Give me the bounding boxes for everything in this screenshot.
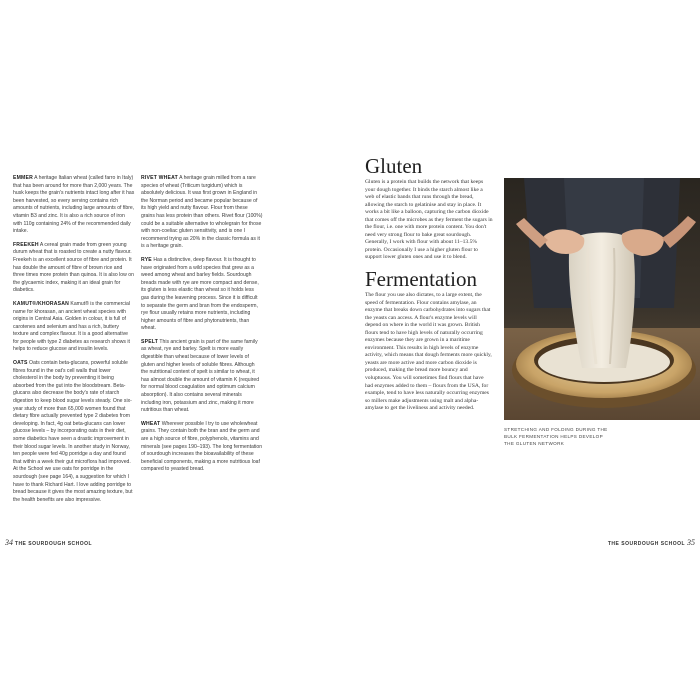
grain-entry-oats [13, 360, 135, 504]
grain-term: SPELT [141, 338, 159, 345]
page-footer-right [608, 538, 695, 547]
grain-description: A heritage Italian wheat (called farro in Italy) that has been around for more than 2,000 years. The husk keeps the grain's nutrients intact long after it has been harvested, so every serving contains rich amounts of nutrients, including large amounts of fibre, vitamin B3 and zinc. It is also a rich source of iron with 110g containing 24% of the recommended daily intake. [13, 175, 135, 235]
page-number: 34 [5, 538, 13, 547]
photo-caption: STRETCHING AND FOLDING DURING THE BULK FERMENTATION HELPS DEVELOP THE GLUTEN NETWORK [504, 427, 608, 446]
grain-term: OATS [13, 360, 28, 367]
grain-term: EMMER [13, 175, 33, 181]
section-heading-fermentation: Fermentation [365, 267, 477, 292]
grain-description: A heritage grain milled from a rare species of wheat (Triticum turgidum) which is absolutely delicious. It was first grown in England in the Norman period and became popular because of its high yield and nutty flavour. Flour from these grains has less protein than others. Rivet flour (100%) could be a suitable alternative to wholegrain for those with non-coeliac gluten sensitivity, and is one I recommend trying as 20% in the classic formula as it is a heritage grain. [141, 175, 263, 250]
grain-description: Has a distinctive, deep flavour. It is thought to have originated from a wild species that grew as a weed among wheat and barley fields. Sourdough breads made with rye are more compact and dense, its gluten is less elastic than wheat so it holds less gas during the leavening process. Since it is difficult to separate the germ and bran from the endosperm, rye flour usually retains more nutrients, including higher amounts of fibre and phytonutrients, than wheat. [141, 256, 259, 332]
grain-column-right [141, 175, 263, 480]
dough-stretching-photo [504, 178, 700, 420]
section-body-gluten: Gluten is a protein that builds the network that keeps your dough together. It binds the starch almost like a web of elastic bands that runs through the bread, allowing the starch to gelatinise and stay in place. It works a bit like a balloon, capturing the carbon dioxide that comes off the microbes as they ferment the sugars in the flour, i.e. one with more protein content. You don't need very strong flour to bake great sourdough. Generally, I work with flour with about 11–13.5% protein. Occasionally I use a higher gluten flour to support lower gluten ones and use it to blend. [365, 179, 493, 261]
article-column [365, 155, 493, 419]
running-footer-title: THE SOURDOUGH SCHOOL [14, 541, 93, 547]
grain-entry-rye [141, 257, 263, 333]
section-heading-gluten: Gluten [365, 154, 423, 178]
running-footer-title: THE SOURDOUGH SCHOOL [607, 541, 686, 547]
grain-entry-wheat [141, 421, 263, 474]
grain-term: KAMUT®/KHORASAN [13, 300, 69, 307]
grain-entry-rivet-wheat [141, 175, 263, 251]
grain-description: Kamut® is the commercial name for khorasan, an ancient wheat species with origins in Central Asia. Golden in colour, it is full of carotenes and selenium and has a rich, buttery texture and complex flavour. It is a good alternative for people with type 2 diabetes as research shows it helps to reduce glucose and insulin levels. [13, 300, 130, 353]
grain-description: Wherever possible I try to use wholewheat grains. They contain both the bran and the germ and are a high source of fibre, polyphenols, vitamins and minerals (see pages 190–193). The long fermentation of sourdough increases the bioavailability of these beneficial components, making a more nutritious loaf compared to yeasted bread. [141, 420, 263, 473]
page-number: 35 [687, 538, 695, 547]
grain-description: A cereal grain made from green young durum wheat that is roasted to create a nutty flavour. Freekeh is an excellent source of fibre and protein. It has double the amount of fibre of brown rice and three times more protein than quinoa. It is also low on the glycaemic index, making it an ideal grain for diabetics. [13, 241, 134, 294]
grain-term: WHEAT [141, 420, 161, 427]
grain-entry-emmer [13, 175, 135, 236]
page-footer-left [5, 538, 92, 547]
grain-column-left [13, 175, 135, 510]
grain-term: FREEKEH [13, 241, 39, 248]
grain-term: RYE [141, 256, 152, 263]
grain-term: RIVET WHEAT [141, 175, 178, 181]
grain-description: This ancient grain is part of the same family as wheat, rye and barley. Spelt is more easily digestible than wheat because of lower levels of gluten and higher levels of soluble fibres. Although the nutritional content of spelt is similar to wheat, it has almost double the amount of vitamin K (required for normal blood coagulation and optimum calcium absorption). It also contains several minerals including iron, potassium and zinc, making it more nutritious than wheat. [141, 338, 260, 414]
grain-entry-spelt [141, 339, 263, 415]
grain-entry-kamut [13, 301, 135, 354]
grain-entry-freekeh [13, 242, 135, 295]
grain-description: Oats contain beta-glucans, powerful soluble fibres found in the oat's cell walls that lower cholesterol in the body by preventing it being absorbed from the gut into the bloodstream. Beta-glucans also decrease the body's rate of starch digestion to keep blood sugar levels steady. One six-year study of more than 65,000 women found that dietary fibre actually prevented type 2 diabetes from developing. In fact, 4g oat beta-glucans can lower glucose levels – by incorporating oats in their diet, some diabetics have seen a drastic improvement in their blood sugar levels. In another study in Norway, ten people were fed 40g porridge a day and found that within a week their gut microflora had improved. At the School we use oats for porridge in the sourdough (see page 164), a suggestion for which I have to thank Richard Hart. I love adding porridge to bread because it gives the most amazing texture, but the health benefits are also impressive. [13, 360, 133, 503]
section-body-fermentation: The flour you use also dictates, to a large extent, the speed of fermentation. Flour contains amylase, an enzyme that breaks down carbohydrates into sugars that the yeasts can access. A flour's enzyme levels will depend on where in the world it was grown. British flours tend to have high levels of naturally occurring enzymes because they are grown in a maritime environment. This results in high levels of enzyme activity, which means that dough ferments more quickly, yeasts are more active and more carbon dioxide is produced, making the bread more bouncy and voluptuous. You will sometimes find flours that have had enzymes added to them – flours from the USA, for example, tend to have less naturally occurring enzymes so millers make adjustments using malt and alpha-amylase to get the liveliness and activity needed. [365, 292, 492, 412]
